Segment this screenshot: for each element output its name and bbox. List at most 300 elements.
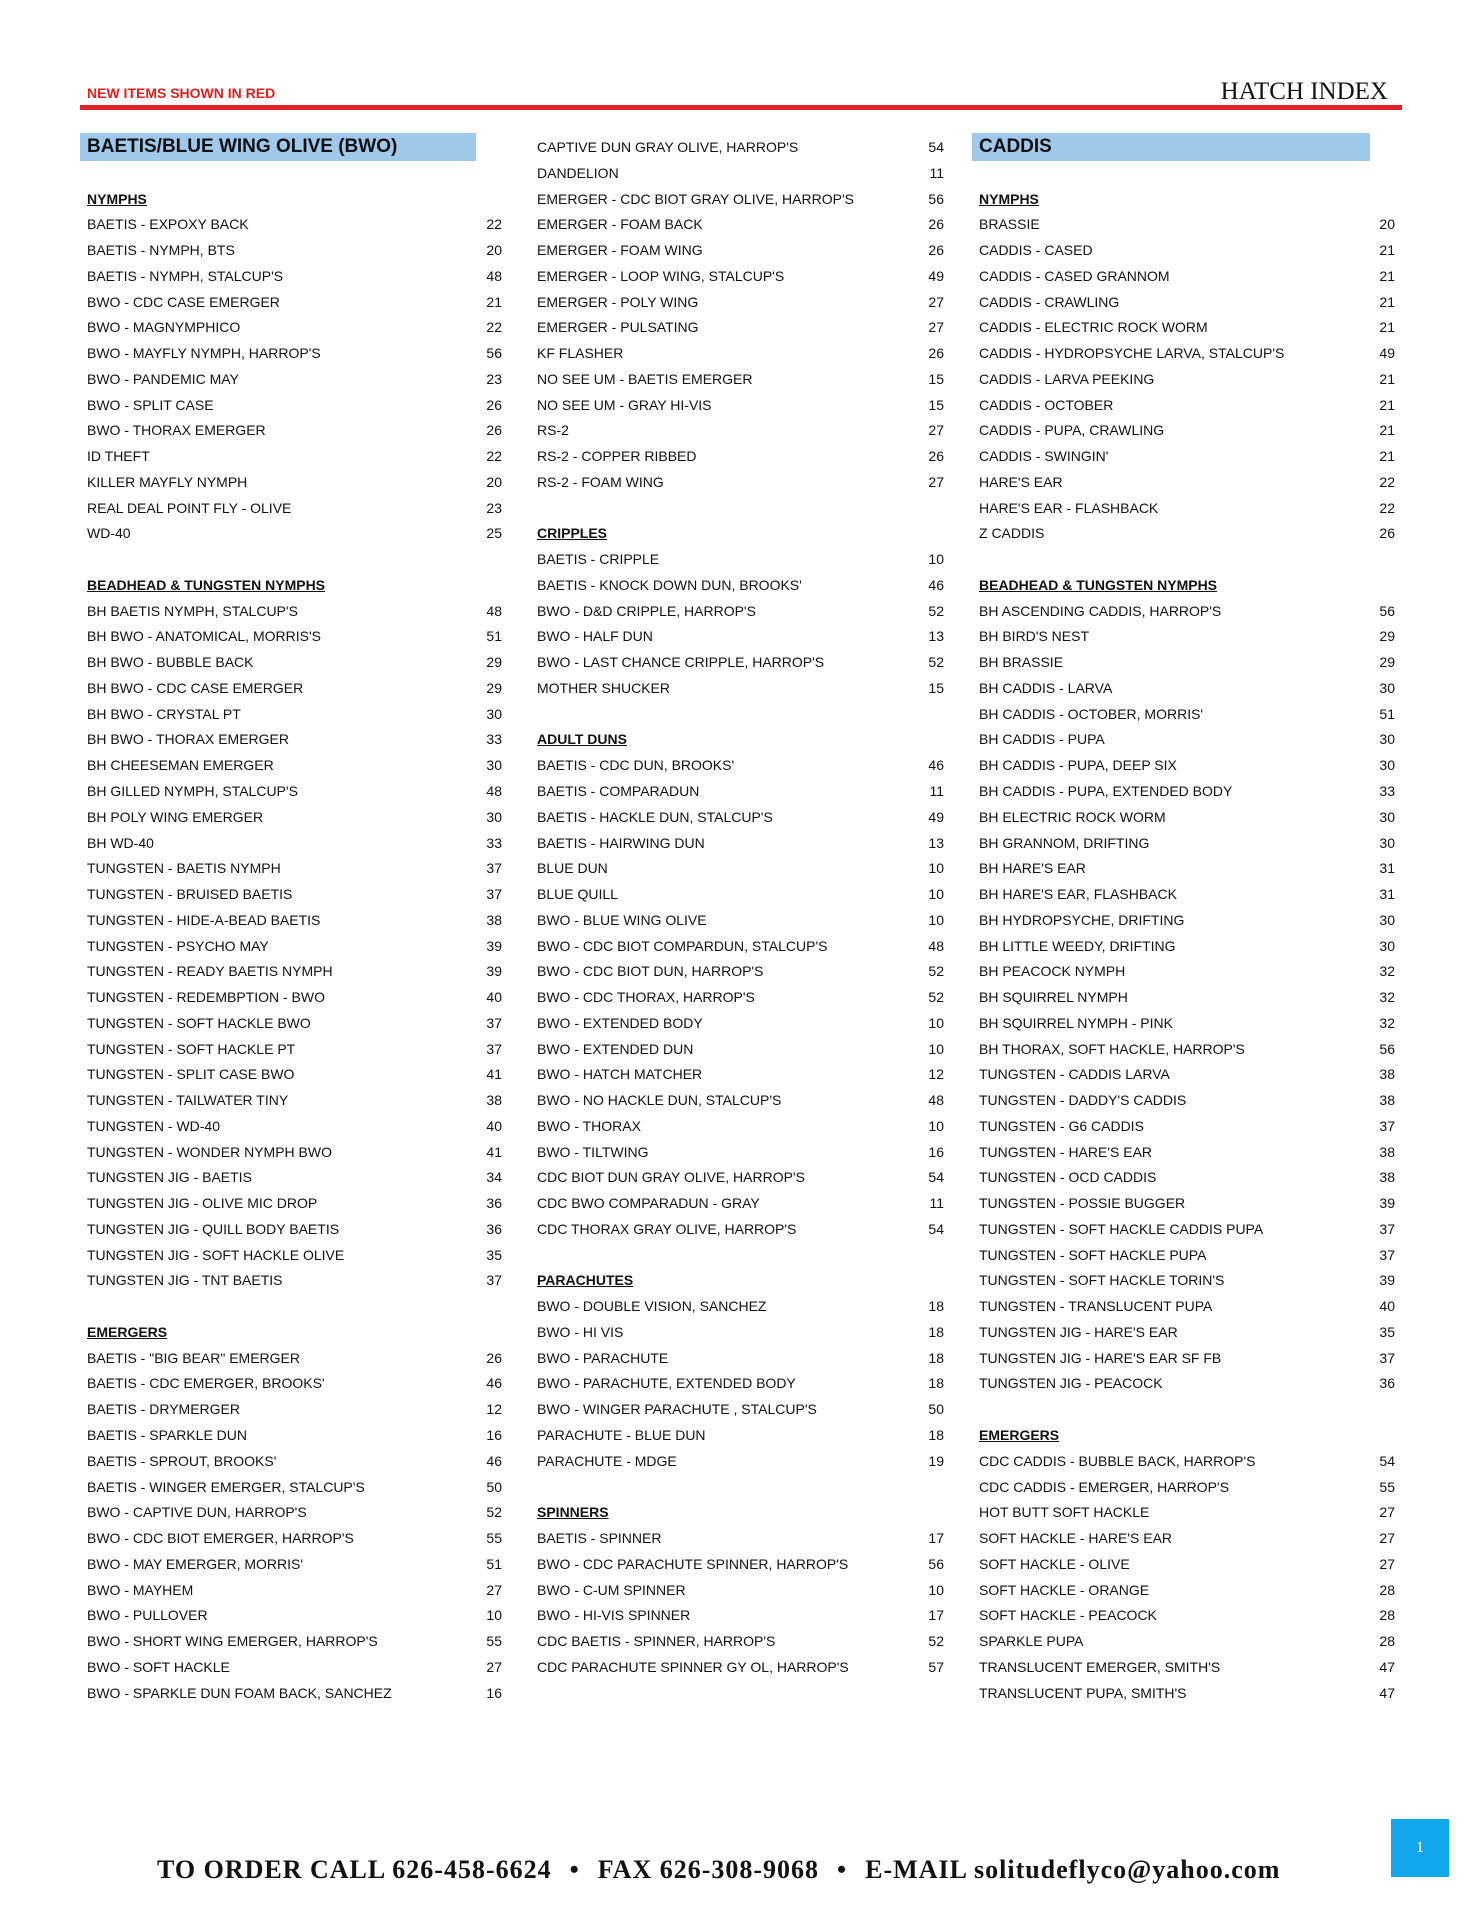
fly-name: RS-2 - COPPER RIBBED bbox=[537, 448, 697, 465]
page-ref: 28 bbox=[1379, 1633, 1395, 1650]
page-ref: 17 bbox=[928, 1607, 944, 1624]
fly-name: BAETIS - NYMPH, BTS bbox=[87, 242, 235, 259]
fly-name: BH BAETIS NYMPH, STALCUP'S bbox=[87, 602, 298, 619]
index-entry bbox=[972, 1628, 1395, 1654]
fly-name: BH SQUIRREL NYMPH - PINK bbox=[979, 1014, 1173, 1031]
fly-name: CADDIS - LARVA PEEKING bbox=[979, 370, 1155, 387]
page-ref: 40 bbox=[486, 1117, 502, 1134]
fly-name: BWO - MAYFLY NYMPH, HARROP'S bbox=[87, 345, 321, 362]
page-ref: 22 bbox=[486, 216, 502, 233]
page-ref: 46 bbox=[928, 757, 944, 774]
index-entry bbox=[80, 495, 502, 521]
index-entry bbox=[80, 1036, 502, 1062]
page-ref: 54 bbox=[928, 139, 944, 155]
index-entry bbox=[972, 520, 1395, 546]
index-entry bbox=[530, 1396, 944, 1422]
index-entry bbox=[530, 623, 944, 649]
fly-name: TUNGSTEN - REDEMBPTION - BWO bbox=[87, 989, 325, 1006]
page-ref: 56 bbox=[1379, 1040, 1395, 1057]
fly-name: BWO - THORAX EMERGER bbox=[87, 422, 266, 439]
page-ref: 18 bbox=[928, 1375, 944, 1392]
index-entry bbox=[972, 1216, 1395, 1242]
fly-name: BWO - EXTENDED BODY bbox=[537, 1014, 703, 1031]
index-entry bbox=[80, 675, 502, 701]
fly-name: CDC CADDIS - BUBBLE BACK, HARROP'S bbox=[979, 1452, 1256, 1469]
page-ref: 10 bbox=[928, 886, 944, 903]
page-ref: 54 bbox=[928, 1220, 944, 1237]
page-ref: 30 bbox=[1379, 937, 1395, 954]
index-entry bbox=[530, 1422, 944, 1448]
fly-name: BH BWO - CRYSTAL PT bbox=[87, 705, 241, 722]
page-ref: 30 bbox=[1379, 911, 1395, 928]
index-entry bbox=[80, 1190, 502, 1216]
page-ref: 46 bbox=[928, 576, 944, 593]
section-title: ADULT DUNS bbox=[537, 731, 627, 748]
index-entry bbox=[972, 1577, 1395, 1603]
fly-name: CADDIS - CASED bbox=[979, 242, 1093, 259]
fly-name: BWO - CDC CASE EMERGER bbox=[87, 293, 280, 310]
fly-name: BH SQUIRREL NYMPH bbox=[979, 989, 1128, 1006]
index-entry bbox=[530, 443, 944, 469]
page-ref: 11 bbox=[929, 783, 944, 799]
page-ref: 30 bbox=[486, 757, 502, 774]
fly-name: TUNGSTEN JIG - TNT BAETIS bbox=[87, 1272, 283, 1289]
page-ref: 27 bbox=[928, 293, 944, 310]
page-ref: 15 bbox=[928, 370, 944, 387]
fly-name: CADDIS - OCTOBER bbox=[979, 396, 1114, 413]
index-entry bbox=[972, 778, 1395, 804]
fly-name: BWO - PANDEMIC MAY bbox=[87, 370, 239, 387]
fly-name: TUNGSTEN - BAETIS NYMPH bbox=[87, 860, 281, 877]
page-ref: 22 bbox=[1379, 473, 1395, 490]
bullet-separator: • bbox=[837, 1855, 848, 1884]
page-ref: 52 bbox=[486, 1504, 502, 1521]
fly-name: BH WD-40 bbox=[87, 834, 154, 851]
index-entry bbox=[80, 1370, 502, 1396]
index-entry bbox=[80, 237, 502, 263]
fly-name: BWO - C-UM SPINNER bbox=[537, 1581, 686, 1598]
page-ref: 29 bbox=[1379, 628, 1395, 645]
fly-name: BWO - THORAX bbox=[537, 1117, 641, 1134]
fly-name: TUNGSTEN - READY BAETIS NYMPH bbox=[87, 963, 333, 980]
page-ref: 27 bbox=[928, 319, 944, 336]
page-ref: 13 bbox=[928, 834, 944, 851]
index-entry bbox=[972, 701, 1395, 727]
fly-name: TUNGSTEN - WD-40 bbox=[87, 1117, 220, 1134]
index-entry bbox=[80, 1010, 502, 1036]
fly-name: BH CADDIS - LARVA bbox=[979, 679, 1113, 696]
page-ref: 39 bbox=[486, 937, 502, 954]
page-ref: 46 bbox=[486, 1452, 502, 1469]
page-ref: 21 bbox=[1379, 319, 1395, 336]
page-ref: 37 bbox=[486, 860, 502, 877]
index-entry bbox=[972, 1499, 1395, 1525]
index-entry bbox=[80, 417, 502, 443]
fly-name: BH CHEESEMAN EMERGER bbox=[87, 757, 274, 774]
page-ref: 51 bbox=[486, 628, 502, 645]
fly-name: BH POLY WING EMERGER bbox=[87, 808, 264, 825]
fly-name: TUNGSTEN JIG - PEACOCK bbox=[979, 1375, 1163, 1392]
fly-name: BH BWO - BUBBLE BACK bbox=[87, 654, 254, 671]
section-heading bbox=[80, 572, 502, 598]
page-ref: 37 bbox=[486, 1014, 502, 1031]
header-divider bbox=[80, 105, 1402, 110]
index-entry bbox=[80, 1628, 502, 1654]
index-entry bbox=[530, 1164, 944, 1190]
fly-name: BWO - MAYHEM bbox=[87, 1581, 194, 1598]
page-ref: 52 bbox=[928, 1633, 944, 1650]
index-entry bbox=[972, 984, 1395, 1010]
fly-name: BWO - CAPTIVE DUN, HARROP'S bbox=[87, 1504, 307, 1521]
index-entry bbox=[972, 1602, 1395, 1628]
index-entry bbox=[80, 1216, 502, 1242]
fly-name: BWO - MAGNYMPHICO bbox=[87, 319, 241, 336]
category-title: CADDIS bbox=[979, 136, 1052, 157]
page-ref: 38 bbox=[1379, 1143, 1395, 1160]
fly-name: NO SEE UM - GRAY HI-VIS bbox=[537, 396, 712, 413]
fly-name: SOFT HACKLE - ORANGE bbox=[979, 1581, 1150, 1598]
page-ref: 37 bbox=[486, 1040, 502, 1057]
section-heading bbox=[80, 1319, 502, 1345]
index-entry bbox=[80, 830, 502, 856]
fly-name: TUNGSTEN JIG - BAETIS bbox=[87, 1169, 252, 1186]
fly-name: CAPTIVE DUN GRAY OLIVE, HARROP'S bbox=[537, 139, 799, 155]
page-ref: 10 bbox=[928, 1014, 944, 1031]
fly-name: TUNGSTEN JIG - HARE'S EAR bbox=[979, 1323, 1178, 1340]
index-entry bbox=[530, 675, 944, 701]
page-ref: 20 bbox=[486, 242, 502, 259]
index-entry bbox=[530, 134, 944, 160]
page-ref: 32 bbox=[1379, 963, 1395, 980]
fly-name: BH GILLED NYMPH, STALCUP'S bbox=[87, 783, 298, 799]
page-ref: 30 bbox=[1379, 731, 1395, 748]
fly-name: DANDELION bbox=[537, 164, 619, 181]
index-entry bbox=[972, 598, 1395, 624]
page-ref: 21 bbox=[1379, 370, 1395, 387]
index-entry bbox=[80, 520, 502, 546]
page-ref: 52 bbox=[928, 989, 944, 1006]
page-ref: 48 bbox=[486, 602, 502, 619]
index-entry bbox=[530, 907, 944, 933]
fly-name: BH BRASSIE bbox=[979, 654, 1064, 671]
fly-name: ID THEFT bbox=[87, 448, 150, 465]
page-ref: 37 bbox=[486, 1272, 502, 1289]
page-ref: 18 bbox=[928, 1349, 944, 1366]
fly-name: REAL DEAL POINT FLY - OLIVE bbox=[87, 499, 292, 516]
index-entry bbox=[972, 830, 1395, 856]
page-ref: 57 bbox=[928, 1658, 944, 1675]
page-ref: 30 bbox=[486, 705, 502, 722]
index-entry bbox=[972, 1242, 1395, 1268]
index-entry bbox=[80, 443, 502, 469]
page-ref: 54 bbox=[1379, 1452, 1395, 1469]
index-entry bbox=[530, 1370, 944, 1396]
page-ref: 21 bbox=[1379, 448, 1395, 465]
page-ref: 51 bbox=[1379, 705, 1395, 722]
index-entry bbox=[530, 1319, 944, 1345]
page-ref: 32 bbox=[1379, 1014, 1395, 1031]
fly-name: BAETIS - DRYMERGER bbox=[87, 1401, 240, 1418]
page-ref: 15 bbox=[928, 396, 944, 413]
fly-name: BWO - MAY EMERGER, MORRIS' bbox=[87, 1555, 304, 1572]
page-ref: 37 bbox=[1379, 1220, 1395, 1237]
section-heading bbox=[530, 726, 944, 752]
page-ref: 27 bbox=[486, 1581, 502, 1598]
page-ref: 29 bbox=[486, 654, 502, 671]
page-ref: 41 bbox=[486, 1143, 502, 1160]
index-entry bbox=[972, 1370, 1395, 1396]
page-ref: 30 bbox=[486, 808, 502, 825]
page-ref: 48 bbox=[928, 937, 944, 954]
index-entry bbox=[530, 469, 944, 495]
page-ref: 51 bbox=[486, 1555, 502, 1572]
fly-name: BWO - SHORT WING EMERGER, HARROP'S bbox=[87, 1633, 378, 1650]
page-ref: 17 bbox=[928, 1530, 944, 1547]
index-entry bbox=[530, 958, 944, 984]
fly-name: EMERGER - FOAM WING bbox=[537, 242, 703, 259]
page-ref: 21 bbox=[1379, 267, 1395, 284]
email-address: E-MAIL solitudeflyco@yahoo.com bbox=[865, 1855, 1281, 1884]
section-title: CRIPPLES bbox=[537, 525, 608, 542]
index-entry bbox=[80, 804, 502, 830]
index-entry bbox=[530, 237, 944, 263]
section-heading bbox=[80, 186, 502, 212]
index-entry bbox=[80, 263, 502, 289]
fly-name: BWO - D&D CRIPPLE, HARROP'S bbox=[537, 602, 756, 619]
page-ref: 38 bbox=[1379, 1066, 1395, 1083]
section-title: EMERGERS bbox=[87, 1323, 168, 1340]
fly-name: EMERGER - LOOP WING, STALCUP'S bbox=[537, 267, 785, 284]
order-phone: TO ORDER CALL 626-458-6624 bbox=[157, 1855, 552, 1884]
index-entry bbox=[530, 417, 944, 443]
section-title: NYMPHS bbox=[979, 190, 1039, 207]
fly-name: TUNGSTEN - HIDE-A-BEAD BAETIS bbox=[87, 911, 321, 928]
fly-name: TUNGSTEN - OCD CADDIS bbox=[979, 1169, 1157, 1186]
fly-name: BWO - SPLIT CASE bbox=[87, 396, 214, 413]
fly-name: BH CADDIS - PUPA, DEEP SIX bbox=[979, 757, 1177, 774]
page-ref: 47 bbox=[1379, 1684, 1395, 1701]
page-ref: 40 bbox=[1379, 1298, 1395, 1315]
index-entry bbox=[80, 1577, 502, 1603]
fly-name: BWO - TILTWING bbox=[537, 1143, 649, 1160]
fly-name: SOFT HACKLE - HARE'S EAR bbox=[979, 1530, 1173, 1547]
fly-name: BAETIS - CRIPPLE bbox=[537, 551, 660, 568]
fly-name: TUNGSTEN - TAILWATER TINY bbox=[87, 1092, 289, 1109]
page-ref: 50 bbox=[486, 1478, 502, 1495]
fly-name: TUNGSTEN - SPLIT CASE BWO bbox=[87, 1066, 295, 1083]
fax-number: FAX 626-308-9068 bbox=[597, 1855, 820, 1884]
index-entry bbox=[972, 675, 1395, 701]
index-entry bbox=[530, 314, 944, 340]
index-entry bbox=[972, 1680, 1395, 1706]
page-ref: 26 bbox=[486, 422, 502, 439]
page-ref: 46 bbox=[486, 1375, 502, 1392]
page-ref: 38 bbox=[486, 1092, 502, 1109]
page-ref: 10 bbox=[928, 551, 944, 568]
index-entry bbox=[80, 1602, 502, 1628]
fly-name: NO SEE UM - BAETIS EMERGER bbox=[537, 370, 753, 387]
index-entry bbox=[80, 1654, 502, 1680]
fly-name: HARE'S EAR bbox=[979, 473, 1063, 490]
page-ref: 27 bbox=[1379, 1530, 1395, 1547]
index-entry bbox=[80, 855, 502, 881]
page-ref: 26 bbox=[486, 1349, 502, 1366]
index-entry bbox=[530, 546, 944, 572]
index-entry bbox=[972, 649, 1395, 675]
page-ref: 49 bbox=[1379, 345, 1395, 362]
fly-name: SOFT HACKLE - OLIVE bbox=[979, 1555, 1130, 1572]
fly-name: BH HARE'S EAR bbox=[979, 860, 1086, 877]
page-ref: 30 bbox=[1379, 808, 1395, 825]
fly-name: TUNGSTEN - SOFT HACKLE PT bbox=[87, 1040, 296, 1057]
index-entry bbox=[530, 830, 944, 856]
page-ref: 31 bbox=[1379, 886, 1395, 903]
index-entry bbox=[972, 1036, 1395, 1062]
index-entry bbox=[530, 263, 944, 289]
fly-name: PARACHUTE - BLUE DUN bbox=[537, 1427, 706, 1443]
page-ref: 30 bbox=[1379, 834, 1395, 851]
page-ref: 54 bbox=[928, 1169, 944, 1186]
fly-name: KF FLASHER bbox=[537, 345, 624, 362]
section-heading bbox=[972, 1422, 1395, 1448]
page-ref: 21 bbox=[1379, 242, 1395, 259]
page-ref: 55 bbox=[1379, 1478, 1395, 1495]
page-ref: 27 bbox=[1379, 1504, 1395, 1521]
fly-name: HARE'S EAR - FLASHBACK bbox=[979, 499, 1159, 516]
page-ref: 35 bbox=[1379, 1323, 1395, 1340]
index-entry bbox=[972, 1448, 1395, 1474]
page-ref: 26 bbox=[1379, 525, 1395, 542]
section-heading bbox=[530, 1267, 944, 1293]
index-entry bbox=[80, 1680, 502, 1706]
page-ref: 56 bbox=[486, 345, 502, 362]
fly-name: BH BIRD'S NEST bbox=[979, 628, 1090, 645]
page-ref: 21 bbox=[1379, 293, 1395, 310]
page-ref: 10 bbox=[928, 860, 944, 877]
index-entry bbox=[530, 1139, 944, 1165]
fly-name: CDC THORAX GRAY OLIVE, HARROP'S bbox=[537, 1220, 797, 1237]
index-entry bbox=[80, 1164, 502, 1190]
page-number: 1 bbox=[1391, 1819, 1449, 1877]
index-entry bbox=[80, 211, 502, 237]
page-ref: 36 bbox=[486, 1220, 502, 1237]
section-heading bbox=[530, 1499, 944, 1525]
fly-name: CDC BAETIS - SPINNER, HARROP'S bbox=[537, 1633, 776, 1650]
page-ref: 12 bbox=[928, 1066, 944, 1083]
fly-name: KILLER MAYFLY NYMPH bbox=[87, 473, 248, 490]
fly-name: BH HARE'S EAR, FLASHBACK bbox=[979, 886, 1177, 903]
fly-name: TUNGSTEN JIG - HARE'S EAR SF FB bbox=[979, 1349, 1222, 1366]
page-ref: 37 bbox=[486, 886, 502, 903]
page-ref: 28 bbox=[1379, 1581, 1395, 1598]
page-ref: 39 bbox=[1379, 1272, 1395, 1289]
index-entry bbox=[530, 1216, 944, 1242]
fly-name: BWO - BLUE WING OLIVE bbox=[537, 911, 707, 928]
fly-name: RS-2 - FOAM WING bbox=[537, 473, 664, 490]
fly-name: CADDIS - HYDROPSYCHE LARVA, STALCUP'S bbox=[979, 345, 1285, 362]
category-header bbox=[972, 133, 1370, 161]
index-entry bbox=[972, 623, 1395, 649]
fly-name: CADDIS - CASED GRANNOM bbox=[979, 267, 1170, 284]
page-ref: 22 bbox=[1379, 499, 1395, 516]
fly-name: BWO - HI VIS bbox=[537, 1323, 624, 1340]
fly-name: BWO - PARACHUTE bbox=[537, 1349, 669, 1366]
page-ref: 38 bbox=[486, 911, 502, 928]
page-ref: 13 bbox=[928, 628, 944, 645]
fly-name: RS-2 bbox=[537, 422, 569, 439]
index-entry bbox=[530, 804, 944, 830]
section-title: BEADHEAD & TUNGSTEN NYMPHS bbox=[979, 576, 1218, 593]
index-entry bbox=[80, 726, 502, 752]
page-ref: 33 bbox=[1379, 783, 1395, 799]
index-entry bbox=[530, 572, 944, 598]
fly-name: SPARKLE PUPA bbox=[979, 1633, 1084, 1650]
fly-name: BWO - HATCH MATCHER bbox=[537, 1066, 703, 1083]
fly-name: EMERGER - CDC BIOT GRAY OLIVE, HARROP'S bbox=[537, 190, 854, 207]
page-ref: 33 bbox=[486, 834, 502, 851]
index-entry bbox=[80, 623, 502, 649]
fly-name: CDC CADDIS - EMERGER, HARROP'S bbox=[979, 1478, 1230, 1495]
page-ref: 41 bbox=[486, 1066, 502, 1083]
fly-name: BWO - NO HACKLE DUN, STALCUP'S bbox=[537, 1092, 782, 1109]
page-ref: 26 bbox=[928, 448, 944, 465]
index-entry bbox=[972, 1190, 1395, 1216]
index-entry bbox=[530, 1087, 944, 1113]
page-ref: 20 bbox=[1379, 216, 1395, 233]
index-entry bbox=[530, 160, 944, 186]
section-title: NYMPHS bbox=[87, 190, 147, 207]
page-ref: 30 bbox=[1379, 757, 1395, 774]
page-ref: 16 bbox=[486, 1427, 502, 1443]
fly-name: BAETIS - CDC DUN, BROOKS' bbox=[537, 757, 735, 774]
index-entry bbox=[530, 1113, 944, 1139]
fly-name: TUNGSTEN - POSSIE BUGGER bbox=[979, 1195, 1186, 1212]
index-entry bbox=[530, 881, 944, 907]
index-entry bbox=[972, 1164, 1395, 1190]
fly-name: BH BWO - CDC CASE EMERGER bbox=[87, 679, 304, 696]
fly-name: BWO - EXTENDED DUN bbox=[537, 1040, 694, 1057]
index-entry bbox=[972, 1010, 1395, 1036]
fly-name: BH GRANNOM, DRIFTING bbox=[979, 834, 1150, 851]
fly-name: BWO - HALF DUN bbox=[537, 628, 653, 645]
index-entry bbox=[972, 1345, 1395, 1371]
index-entry bbox=[80, 314, 502, 340]
fly-name: BLUE DUN bbox=[537, 860, 608, 877]
page-ref: 12 bbox=[486, 1401, 502, 1418]
fly-name: CDC BIOT DUN GRAY OLIVE, HARROP'S bbox=[537, 1169, 805, 1186]
fly-name: TUNGSTEN - SOFT HACKLE PUPA bbox=[979, 1246, 1207, 1263]
page-ref: 52 bbox=[928, 963, 944, 980]
fly-name: BWO - DOUBLE VISION, SANCHEZ bbox=[537, 1298, 767, 1315]
index-entry bbox=[80, 907, 502, 933]
fly-name: EMERGER - FOAM BACK bbox=[537, 216, 703, 233]
page-ref: 10 bbox=[928, 1117, 944, 1134]
section-title: SPINNERS bbox=[537, 1504, 609, 1521]
index-entry bbox=[530, 1654, 944, 1680]
page-ref: 39 bbox=[1379, 1195, 1395, 1212]
page-ref: 30 bbox=[1379, 679, 1395, 696]
page-ref: 36 bbox=[486, 1195, 502, 1212]
fly-name: TUNGSTEN JIG - OLIVE MIC DROP bbox=[87, 1195, 318, 1212]
page-ref: 10 bbox=[928, 1581, 944, 1598]
page-ref: 20 bbox=[486, 473, 502, 490]
index-entry bbox=[530, 1551, 944, 1577]
page-ref: 27 bbox=[928, 473, 944, 490]
fly-name: BWO - SOFT HACKLE bbox=[87, 1658, 230, 1675]
page-ref: 33 bbox=[486, 731, 502, 748]
fly-name: BAETIS - HACKLE DUN, STALCUP'S bbox=[537, 808, 773, 825]
fly-name: BAETIS - COMPARADUN bbox=[537, 783, 700, 799]
